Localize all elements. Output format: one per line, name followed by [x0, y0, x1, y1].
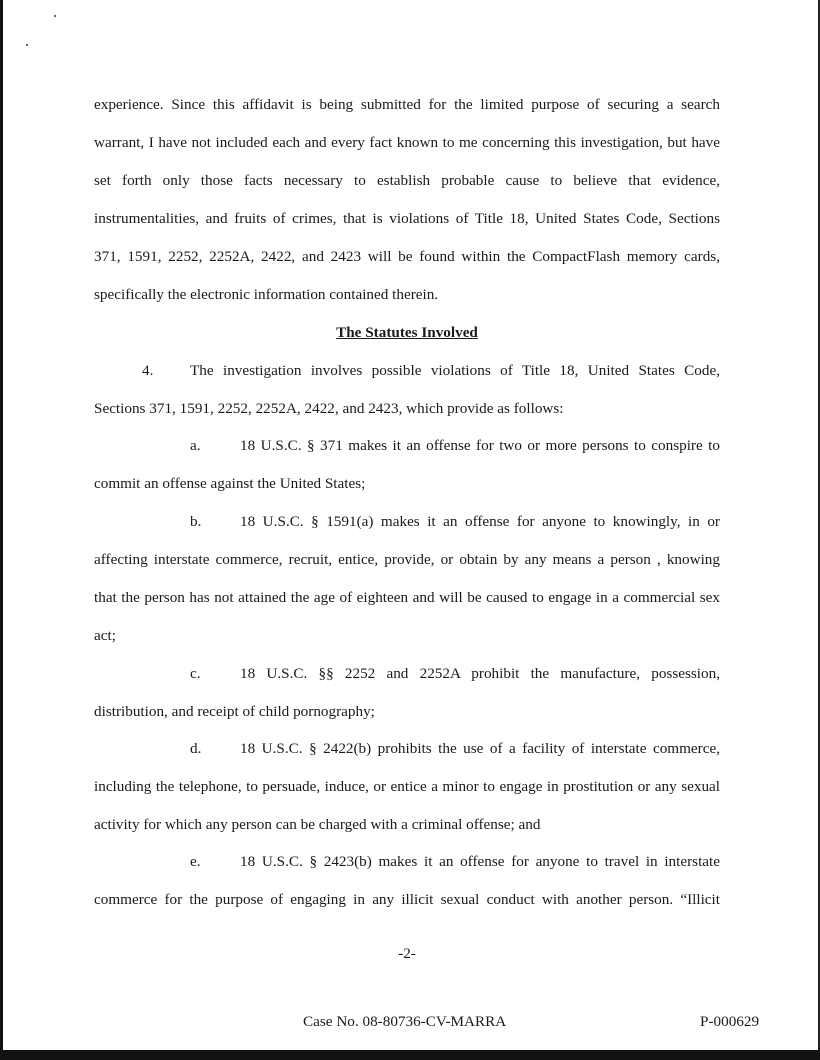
section-heading: The Statutes Involved	[336, 324, 478, 341]
item-c-line-1: 18 U.S.C. §§ 2252 and 2252A prohibit the manufacture, possession,	[240, 665, 720, 682]
item-e-line-2: commerce for the purpose of engaging in any illicit sexual conduct with another person. “Illicit	[94, 891, 720, 908]
item-e-line-1: 18 U.S.C. § 2423(b) makes it an offense for anyone to travel in interstate	[240, 853, 720, 870]
intro-line-2: warrant, I have not included each and every fact known to me concerning this investigation, but have	[94, 134, 720, 151]
item-b-line-3: that the person has not attained the age of eighteen and will be caused to engage in a commercial sex	[94, 589, 720, 606]
item-c-letter: c.	[190, 665, 201, 682]
item-d-line-2: including the telephone, to persuade, induce, or entice a minor to engage in prostitution or any sexual	[94, 778, 720, 795]
item-c-line-2: distribution, and receipt of child pornography;	[94, 703, 375, 720]
item-b-line-2: affecting interstate commerce, recruit, entice, provide, or obtain by any means a person , knowing	[94, 551, 720, 568]
paragraph-4-number: 4.	[142, 362, 154, 379]
item-a-letter: a.	[190, 437, 201, 454]
intro-line-1: experience. Since this affidavit is being submitted for the limited purpose of securing a search	[94, 96, 720, 113]
intro-line-3: set forth only those facts necessary to establish probable cause to believe that evidence,	[94, 172, 720, 189]
paragraph-4-line-1: The investigation involves possible violations of Title 18, United States Code,	[190, 362, 720, 379]
scan-speck	[26, 44, 28, 46]
scan-speck	[54, 15, 56, 17]
item-e-letter: e.	[190, 853, 201, 870]
item-d-line-3: activity for which any person can be charged with a criminal offense; and	[94, 816, 541, 833]
scan-bottom-border	[0, 1050, 820, 1060]
item-b-line-1: 18 U.S.C. § 1591(a) makes it an offense for anyone to knowingly, in or	[240, 513, 720, 530]
item-d-letter: d.	[190, 740, 202, 757]
page-number: -2-	[398, 945, 416, 962]
footer-bates-number: P-000629	[700, 1013, 760, 1030]
item-a-line-2: commit an offense against the United States;	[94, 475, 366, 492]
item-b-line-4: act;	[94, 627, 116, 644]
intro-line-4: instrumentalities, and fruits of crimes, that is violations of Title 18, United States Code, Sections	[94, 210, 720, 227]
footer-case-number: Case No. 08-80736-CV-MARRA	[303, 1013, 507, 1030]
scan-left-border	[0, 0, 3, 1060]
intro-line-6: specifically the electronic information contained therein.	[94, 286, 439, 303]
paragraph-4-line-2: Sections 371, 1591, 2252, 2252A, 2422, and 2423, which provide as follows:	[94, 400, 564, 417]
item-b-letter: b.	[190, 513, 202, 530]
intro-line-5: 371, 1591, 2252, 2252A, 2422, and 2423 will be found within the CompactFlash memory cards,	[94, 248, 720, 265]
item-a-line-1: 18 U.S.C. § 371 makes it an offense for two or more persons to conspire to	[240, 437, 720, 454]
item-d-line-1: 18 U.S.C. § 2422(b) prohibits the use of a facility of interstate commerce,	[240, 740, 720, 757]
